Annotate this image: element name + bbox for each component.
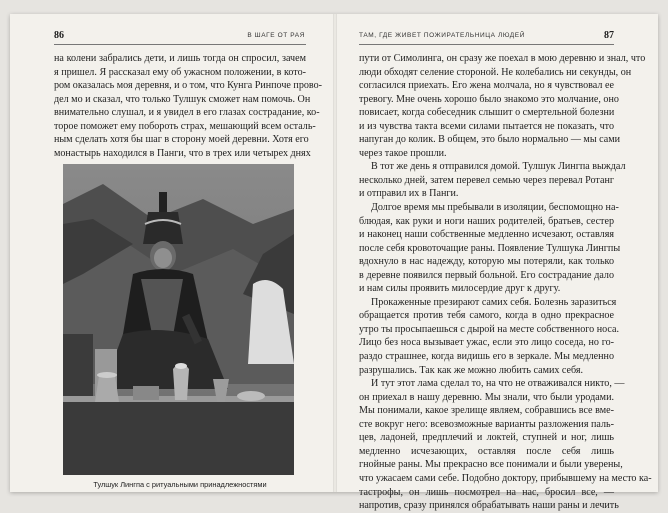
text-line: сте вокруг него: всевозможные варианты разложения паль-	[359, 418, 614, 430]
right-page	[337, 14, 658, 512]
text-line: после себя кровоточащие раны. Появление Тулшука Лингпы	[359, 242, 621, 254]
text-line: Прокаженные презирают самих себя. Болезнь заразиться	[371, 296, 617, 308]
text-line: И тут этот лама сделал то, на что не отваживался никто, —	[371, 378, 625, 390]
text-line: Мы понимали, какое зрелище являем, собравшись все вме-	[359, 405, 614, 417]
photo-caption: Тулшук Лингпа с ритуальными принадлежностями	[93, 480, 267, 489]
text-line: блюдая, как руки и ноги наших родителей, братьев, сестер	[359, 215, 614, 227]
text-line: разрушались. Так как же можно любить самих себя.	[359, 364, 584, 376]
text-line: и наконец наши собственные медленно исчезают, оставляя	[359, 229, 614, 241]
text-line: я пришел. Я рассказал ему об ужасном положении, в кото-	[54, 66, 306, 78]
left-page-number: 86	[54, 30, 64, 41]
text-line: ром оказалась моя деревня, и о том, что Кунга Ринпоче прово-	[54, 80, 323, 92]
text-line: тастрофы, он лишь посмотрел на нас, бросил все, —	[359, 486, 614, 498]
text-line: гнойные раны. Мы прекрасно все понимали и были уверены,	[359, 459, 623, 471]
text-line: тревогу. Мне очень хорошо было знакомо это молчание, оно	[359, 93, 619, 105]
lama-photograph	[63, 164, 294, 475]
text-line: медленно исчезающих, оставляя после себя лишь	[359, 445, 614, 457]
right-body-text	[359, 52, 652, 513]
book-spread	[10, 14, 658, 512]
text-line: цев, ладоней, предплечий и локтей, ступней и ног, лишь	[359, 432, 614, 444]
text-line: и отправил их в Панги.	[359, 188, 459, 200]
right-page-number: 87	[604, 30, 614, 41]
text-line: внимательно слушал, и я увидел в его глазах сострадание, ко-	[54, 107, 320, 119]
text-line: он приехал в нашу деревню. Мы знали, что были уродами.	[359, 391, 614, 403]
right-header-rule	[359, 44, 614, 45]
text-line: пути от Симолинга, он сразу же поехал в мою деревню и знал, что	[359, 53, 646, 64]
left-body-text	[54, 52, 323, 160]
left-header-rule	[54, 44, 306, 45]
text-line: согласился приехать. Его жена молчала, но я чувствовал ее	[359, 80, 614, 92]
text-line: на колени забрались дети, и лишь тогда он спросил, зачем	[54, 53, 306, 64]
right-running-head: ТАМ, ГДЕ ЖИВЕТ ПОЖИРАТЕЛЬНИЦА ЛЮДЕЙ	[359, 32, 525, 39]
text-line: монастырь находился в Панги, что в трех или четырех днях	[54, 147, 311, 159]
text-line: Лицо без носа вызывает ужас, если это лицо соседа, но го-	[359, 337, 614, 349]
text-line: утро ты просыпаешься с дырой на месте собственного носа.	[359, 323, 620, 335]
text-line: повисает, когда собеседник слышит о смертельной болезни	[359, 107, 615, 119]
left-page	[10, 14, 333, 492]
text-line: через такое прошли.	[359, 147, 447, 159]
text-line: что ужасаем сами себе. Подобно доктору, прибывшему на место ка-	[359, 472, 652, 484]
text-line: и нам силы проявить милосердие друг к другу.	[359, 283, 561, 295]
text-line: несколько дней, затем перевел семью через перевал Ротанг	[359, 174, 614, 186]
text-line: Долгое время мы пребывали в изоляции, беспомощно на-	[371, 202, 619, 214]
text-line: обращается против тебя самого, когда в одно прекрасное	[359, 310, 614, 322]
text-line: вдохнуло в нас надежду, которую мы потеряли, как только	[359, 256, 614, 268]
text-line: ным сделать хотя бы шаг в сторону моей деревни. Хотя его	[54, 134, 309, 146]
text-line: раздо страшнее, когда видишь его в зеркале. Мы медленно	[359, 351, 614, 363]
text-line: В тот же день я отправился домой. Тулшук Лингпа выждал	[371, 161, 626, 173]
text-line: в деревне появился первый больной. Его сострадание дало	[359, 269, 614, 281]
text-line: люди обходят селение стороной. Не колебались ни секунды, он	[359, 66, 632, 78]
text-line: дел мо и сказал, что только Тулшук сможет нам помочь. Он	[54, 93, 311, 105]
text-line: напуган до колик. В общем, это было нормально — мы сами	[359, 134, 620, 146]
text-line: напротив, сразу принялся обрабатывать наши раны и лечить	[359, 500, 619, 512]
text-line: и из чувства такта всеми силами пытается не показать, что	[359, 120, 614, 132]
left-running-head: В ШАГЕ ОТ РАЯ	[247, 32, 305, 39]
text-line: торое поможет ему побороть страх, мешающий всем осталь-	[54, 120, 316, 132]
